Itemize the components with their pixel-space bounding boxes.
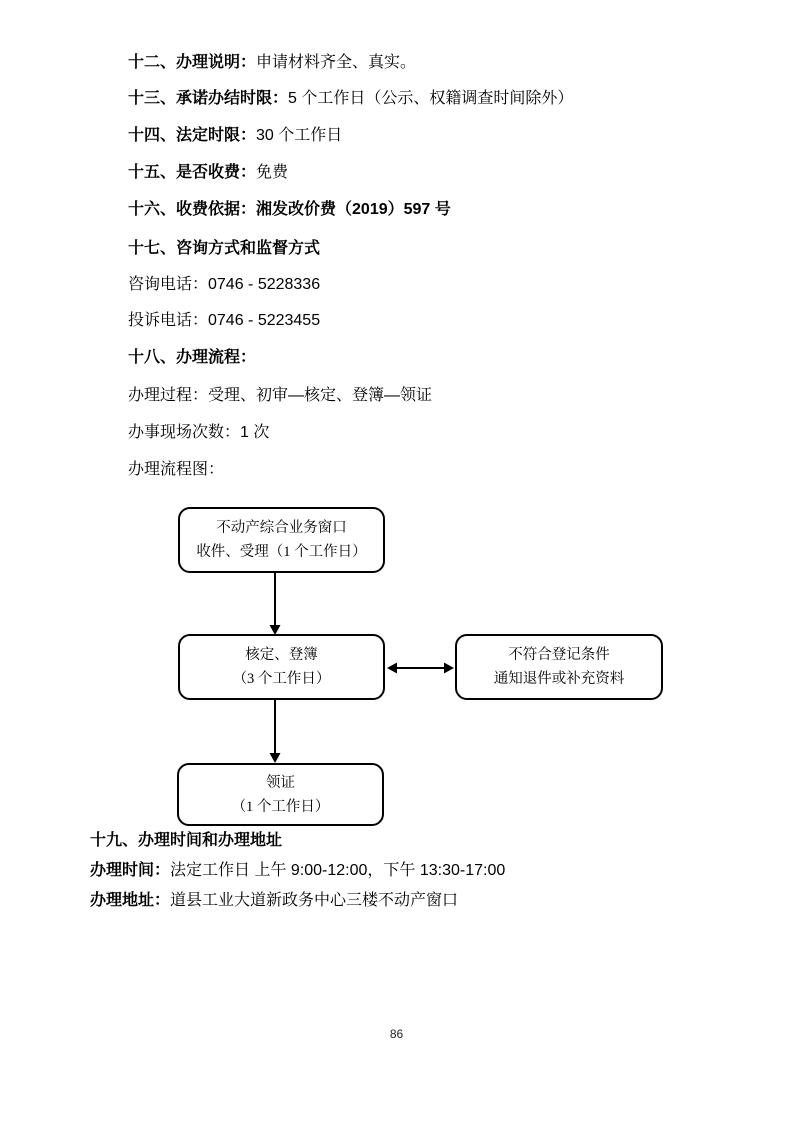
item-14-line	[128, 125, 342, 147]
flowchart-box-reject-line2: 通知退件或补充资料	[493, 671, 625, 687]
arrow-review-to-certificate	[270, 700, 281, 763]
item-17-line	[128, 238, 320, 260]
item-13-label: 十三、承诺办结时限：	[128, 90, 289, 107]
item-14-label: 十四、法定时限：	[128, 127, 257, 144]
flowchart-box-intake-line1: 不动产综合业务窗口	[216, 520, 347, 536]
flowchart-box-review	[178, 634, 385, 700]
arrow-intake-to-review	[270, 573, 281, 635]
flowchart-caption-line	[128, 459, 224, 481]
complaint-phone-value: 投诉电话：0746 - 5223455	[128, 312, 321, 329]
process-line	[128, 385, 432, 407]
flowchart-box-review-line1: 核定、登簿	[245, 647, 318, 663]
item-12-line	[128, 52, 416, 74]
office-hours-value: 法定工作日 上午 9:00-12:00，下午 13:30-17:00	[170, 862, 506, 879]
flowchart-box-reject-line1: 不符合登记条件	[508, 647, 610, 663]
flowchart-box-review-line2: （3 个工作日）	[232, 671, 331, 687]
item-18-line	[128, 347, 256, 369]
flowchart-arrows	[0, 480, 793, 840]
office-address-value: 道县工业大道新政务中心三楼不动产窗口	[170, 892, 459, 909]
item-15-value: 免费	[256, 164, 289, 181]
flowchart-box-certificate-line1: 领证	[266, 774, 295, 791]
flowchart-caption-value: 办理流程图：	[128, 461, 225, 478]
consult-phone-line	[128, 274, 320, 296]
item-17-label: 十七、咨询方式和监督方式	[128, 240, 321, 257]
item-12-label: 十二、办理说明：	[128, 54, 257, 71]
item-14-value: 30 个工作日	[256, 127, 343, 144]
arrow-review-reject-bidirectional	[387, 663, 454, 674]
item-13-line	[128, 88, 573, 110]
page-number: 86	[389, 1027, 404, 1041]
item-13-value: 5 个工作日（公示、权籍调查时间除外）	[288, 90, 574, 107]
complaint-phone-line	[128, 310, 320, 332]
item-15-label: 十五、是否收费：	[128, 164, 257, 181]
item-18-label: 十八、办理流程：	[128, 349, 257, 366]
item-15-line	[128, 162, 288, 184]
flowchart-box-intake	[178, 507, 385, 573]
office-address-label: 办理地址：	[90, 892, 171, 909]
flowchart-box-certificate	[177, 763, 384, 826]
item-16-value: 湘发改价费（2019）597 号	[256, 201, 451, 218]
flowchart-box-reject	[455, 634, 663, 700]
process-value: 办理过程：受理、初审—核定、登簿—领证	[128, 387, 433, 404]
consult-phone-value: 咨询电话：0746 - 5228336	[128, 276, 321, 293]
item-16-label: 十六、收费依据：	[128, 201, 257, 218]
item-12-value: 申请材料齐全、真实。	[256, 54, 417, 71]
visit-count-value: 办事现场次数：1 次	[128, 424, 270, 441]
office-address-line	[90, 890, 458, 912]
flowchart-box-intake-line2: 收件、受理（1 个工作日）	[196, 544, 367, 560]
visit-count-line	[128, 422, 269, 444]
item-16-line	[128, 199, 451, 221]
item-19-heading: 十九、办理时间和办理地址	[90, 832, 283, 849]
flowchart-box-certificate-line2: （1 个工作日）	[231, 798, 330, 815]
office-hours-line	[90, 860, 505, 882]
office-hours-label: 办理时间：	[90, 862, 171, 879]
